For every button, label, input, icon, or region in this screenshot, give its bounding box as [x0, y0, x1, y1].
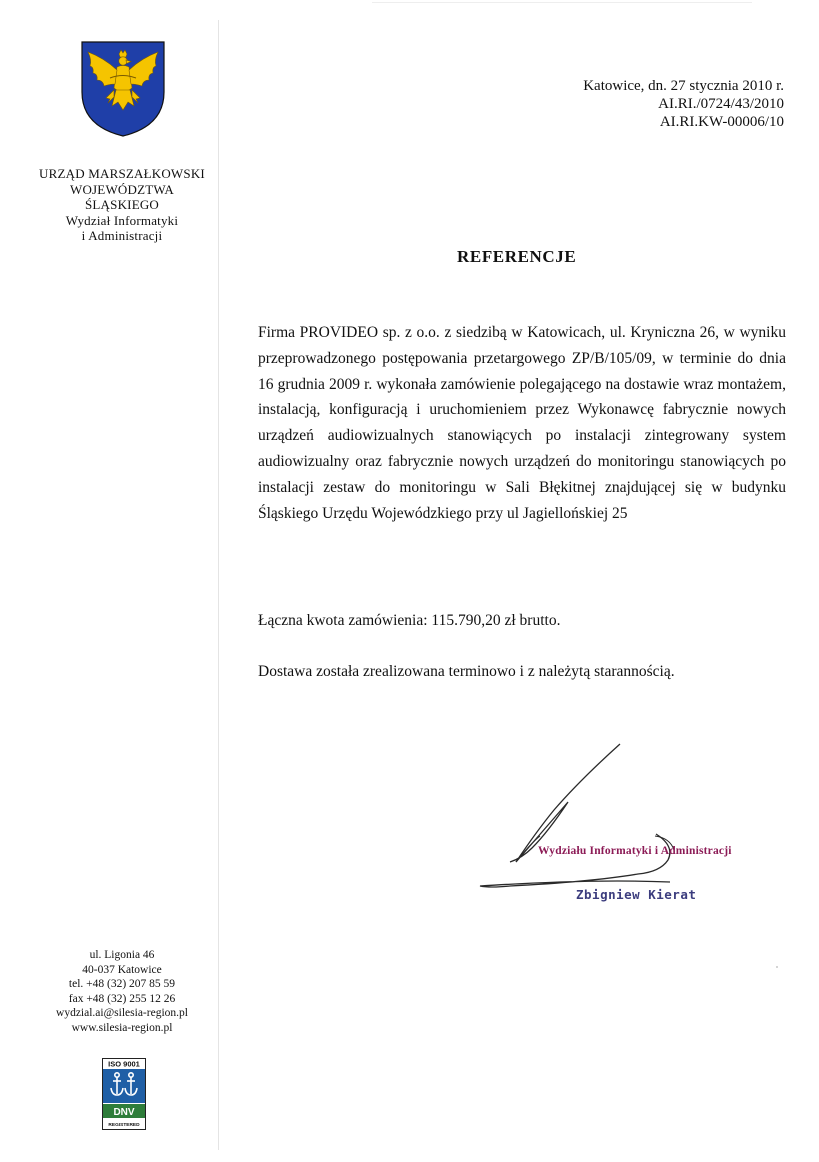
document-title: REFERENCJE [457, 247, 577, 266]
handwritten-signature [470, 740, 730, 910]
office-line: Wydział Informatyki [65, 212, 179, 228]
scan-artifact [372, 2, 752, 7]
signatory-name-stamp: Zbigniew Kierat [576, 887, 697, 902]
email-address: wydzial.ai@silesia-region.pl [56, 1007, 188, 1019]
office-line: ŚLĄSKIEGO [84, 197, 160, 212]
reference-number: AI.RI./0724/43/2010 [658, 96, 784, 112]
scan-artifact [776, 966, 778, 968]
svg-text:ISO 9001: ISO 9001 [108, 1059, 140, 1069]
office-line: i Administracji [81, 228, 163, 243]
office-name [20, 166, 224, 244]
office-line: URZĄD MARSZAŁKOWSKI [39, 166, 205, 181]
reference-number: AI.RI.KW-00006/10 [659, 114, 784, 130]
letter-header [583, 77, 784, 131]
body-paragraph: Firma PROVIDEO sp. z o.o. z siedzibą w Katowicach, ul. Kryniczna 26, w wyniku przeprowadzonego postępowania przetargowego ZP/B/105/09, w terminie do dnia 16 grudnia 2009 r. wykonała zamówienie polegającego na dostawie wraz montażem, instalacją, konfiguracją i uruchomieniem przez Wykonawcę fabrycznie nowych urządzeń audiowizualnych stanowiących po instalacji zintegrowany system audiowizualny oraz fabrycznie nowych urządzeń do monitoringu stanowiących po instalacji zestaw do monitoringu w Sali Błękitnej znajdującej się w budynku Śląskiego Urzędu Wojewódzkiego przy ul Jagiellońskiej 25 [258, 324, 786, 522]
office-line: WOJEWÓDZTWA [69, 181, 174, 197]
contact-details [20, 948, 224, 1035]
address-city: 40-037 Katowice [82, 963, 162, 976]
place-date: Katowice, dn. 27 stycznia 2010 r. [583, 78, 784, 94]
order-amount: Łączna kwota zamówienia: 115.790,20 zł brutto. [258, 612, 561, 629]
delivery-statement: Dostawa została zrealizowana terminowo i z należytą starannością. [258, 663, 675, 680]
department-stamp: Wydziału Informatyki i Administracji [538, 845, 732, 857]
iso-9001-dnv-badge-icon [102, 1058, 146, 1130]
svg-text:DNV: DNV [113, 1107, 135, 1118]
phone-number: tel. +48 (32) 207 85 59 [68, 978, 176, 990]
silesia-coat-of-arms-icon [80, 40, 166, 138]
letter-body [258, 320, 786, 526]
website-url: www.silesia-region.pl [71, 1021, 173, 1034]
fax-number: fax +48 (32) 255 12 26 [68, 992, 176, 1005]
address-street: ul. Ligonia 46 [89, 949, 155, 961]
svg-text:REGISTERED: REGISTERED [108, 1123, 140, 1128]
